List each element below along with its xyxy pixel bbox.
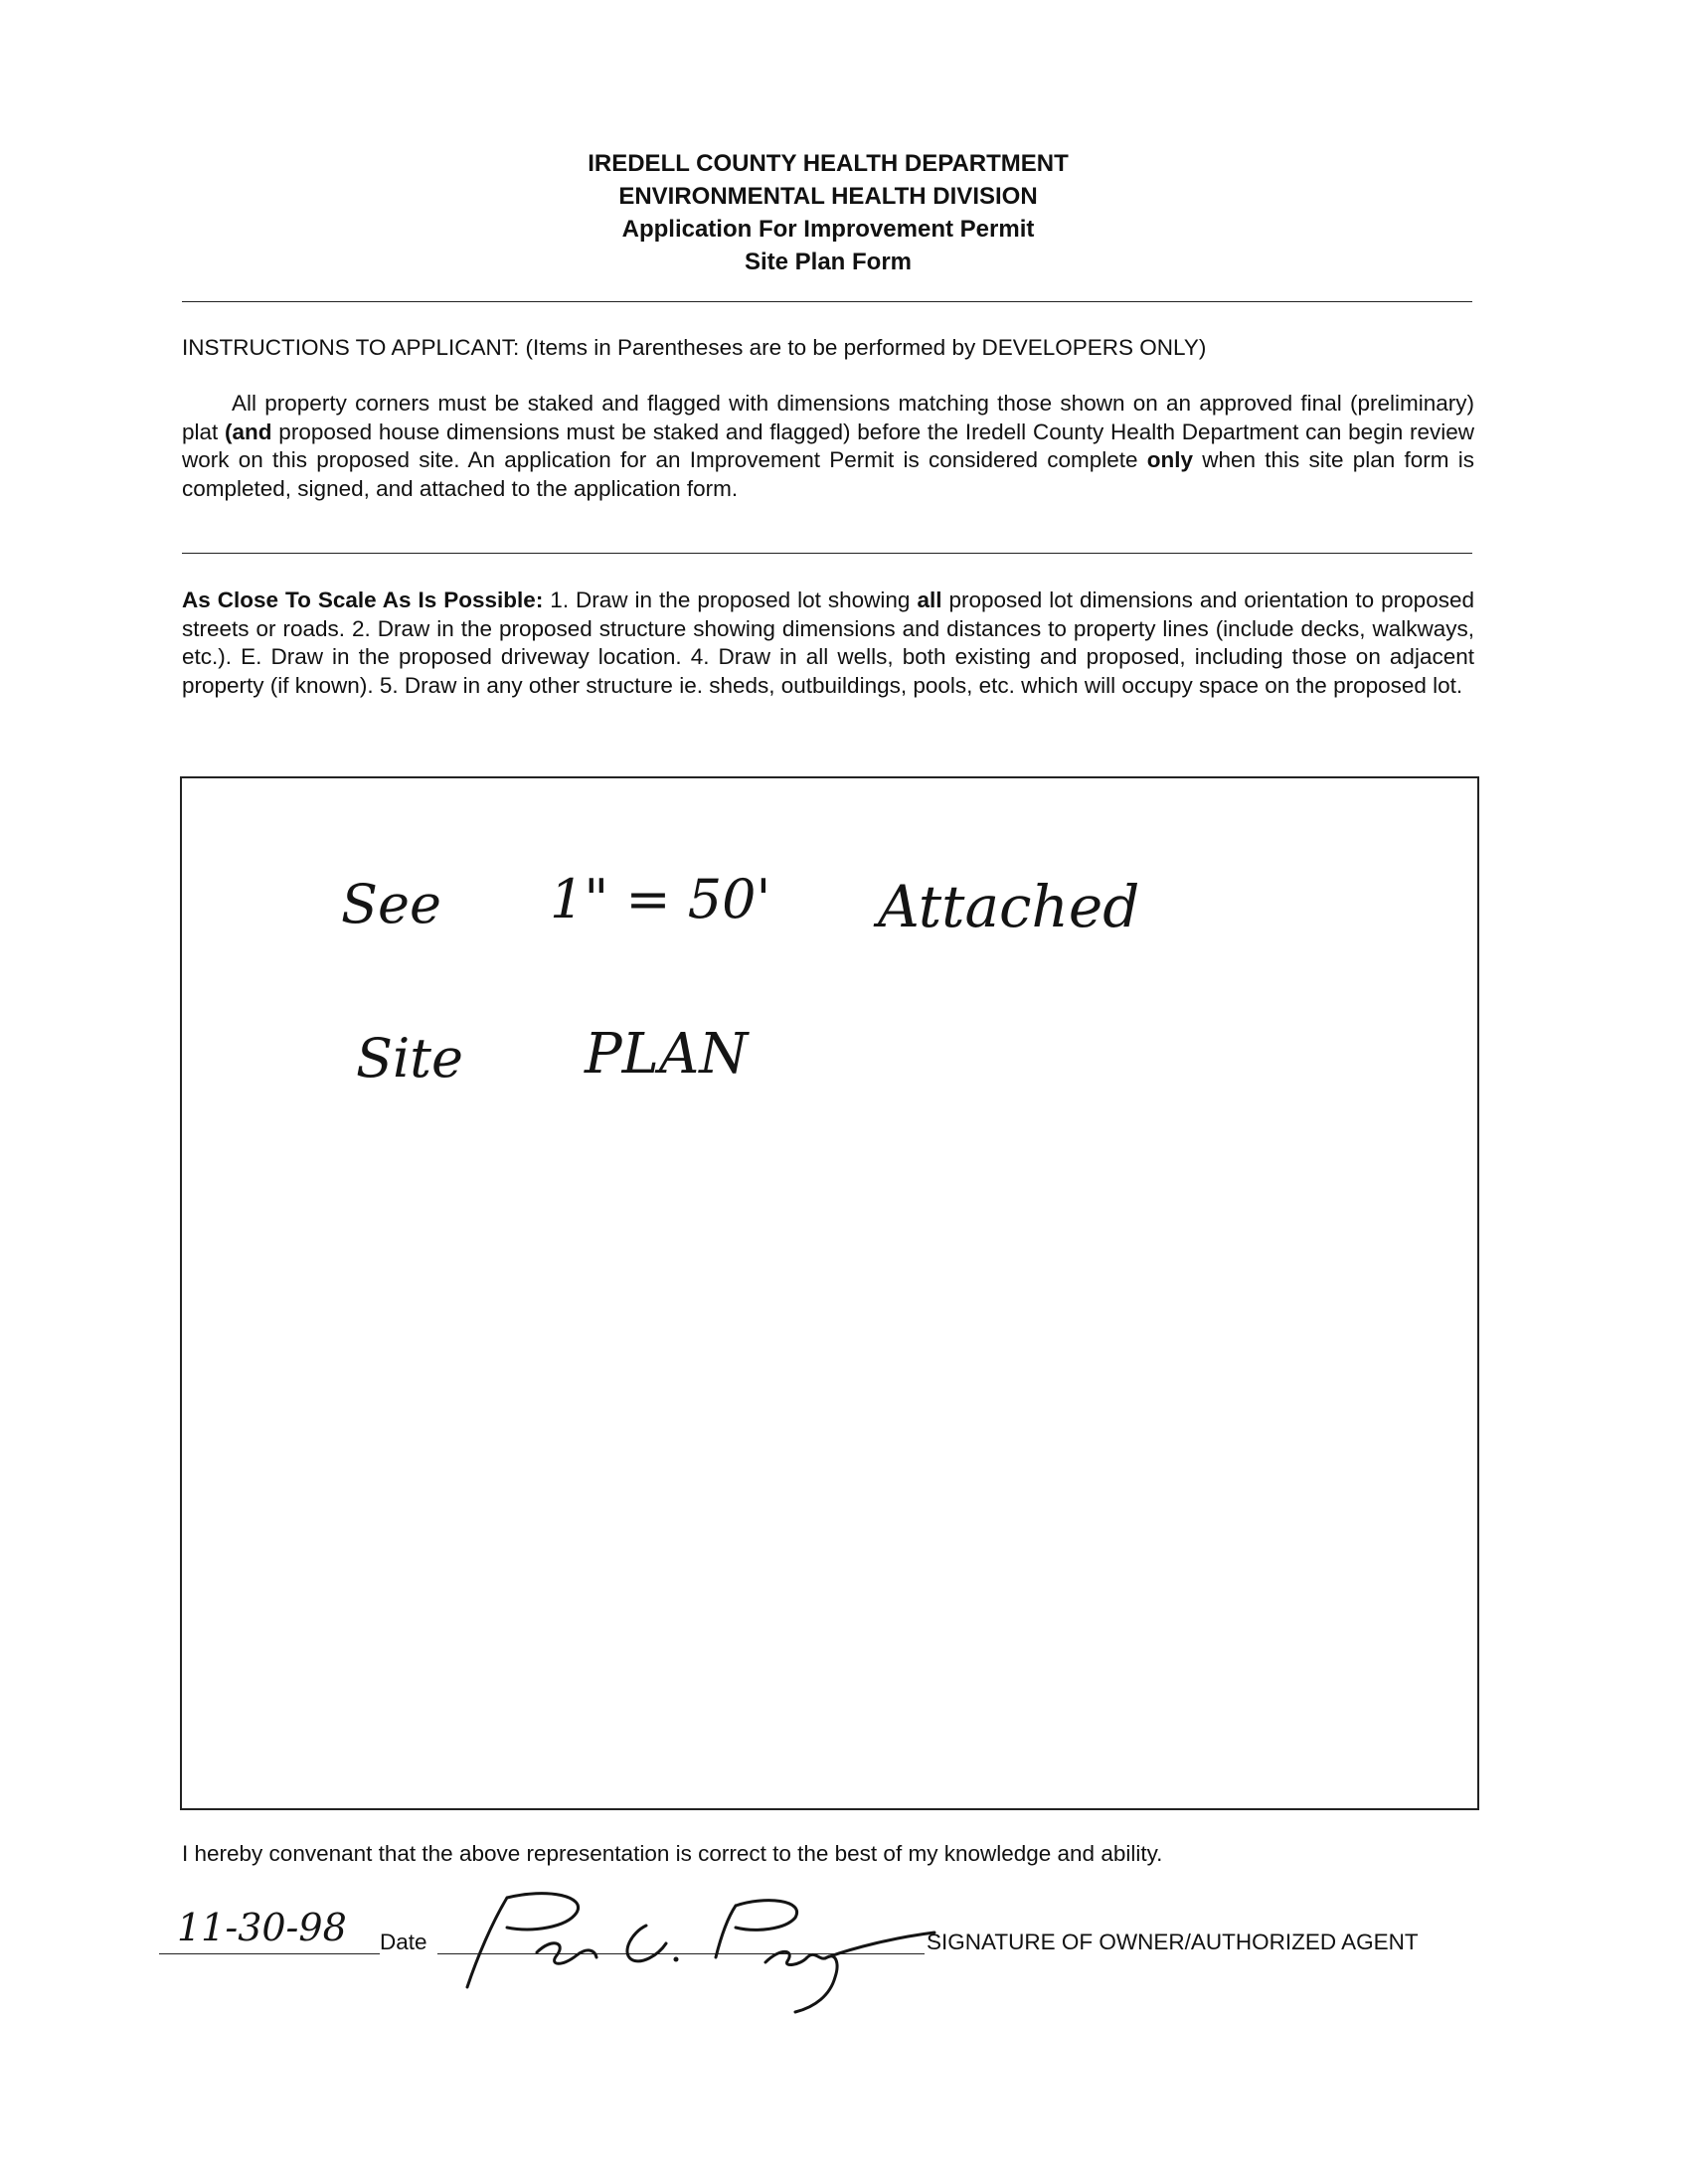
scale-lead: As Close To Scale As Is Possible:: [182, 588, 544, 612]
handwritten-scale: 1" = 50': [550, 868, 771, 930]
instructions-paragraph: [182, 390, 1474, 503]
scale-instructions: [182, 587, 1474, 700]
handwritten-signature: [437, 1878, 954, 2017]
instructions-text-a: All property corners must be staked and flagged with dimensions matching those shown on an approved final (preliminary) plat: [182, 391, 1474, 444]
handwritten-date: 11-30-98: [177, 1906, 347, 1949]
scale-all: all: [917, 588, 942, 612]
instructions-only: only: [1146, 447, 1194, 472]
signature-line: [159, 1906, 1491, 2007]
instructions-title: INSTRUCTIONS TO APPLICANT: (Items in Parentheses are to be performed by DEVELOPERS ONLY): [182, 335, 1207, 360]
top-divider: [182, 301, 1472, 302]
header-division: ENVIRONMENTAL HEALTH DIVISION: [618, 183, 1038, 210]
handwritten-plan: PLAN: [585, 1022, 749, 1087]
header-application-title: Application For Improvement Permit: [621, 216, 1035, 243]
date-label: Date: [380, 1930, 427, 1954]
instructions-and: (and: [225, 419, 272, 444]
form-header: [0, 147, 1656, 278]
scale-text-1: 1. Draw in the proposed lot showing: [543, 588, 918, 612]
header-form-title: Site Plan Form: [744, 249, 913, 275]
site-plan-drawing-box[interactable]: [180, 776, 1479, 1810]
certification-statement: I hereby convenant that the above representation is correct to the best of my knowledge and ability.: [182, 1841, 1163, 1866]
middle-divider: [182, 553, 1472, 554]
handwritten-see: See: [341, 873, 441, 935]
instructions-text-b: proposed house dimensions must be staked and flagged) before the Iredell County Health Department can begin review work on this proposed site. An application for an Improvement Permit is considered complete: [182, 419, 1475, 472]
scale-text-2: proposed lot dimensions and orientation to proposed streets or roads. 2. Draw in the proposed structure showing dimensions and distances to property lines (include decks, walkways, etc.). E. Draw in the proposed driveway location. 4. Draw in all wells, both existing and proposed, including those on adjacent property (if known). 5. Draw in any other structure ie. sheds, outbuildings, pools, etc. which will occupy space on the proposed lot.: [182, 588, 1474, 698]
header-department: IREDELL COUNTY HEALTH DEPARTMENT: [588, 150, 1069, 177]
handwritten-attached: Attached: [878, 873, 1140, 940]
date-underline[interactable]: [159, 1953, 380, 1954]
instructions-text-c: when this site plan form is completed, signed, and attached to the application form.: [182, 447, 1474, 501]
signature-label: SIGNATURE OF OWNER/AUTHORIZED AGENT: [927, 1930, 1419, 1954]
handwritten-site: Site: [356, 1027, 463, 1090]
